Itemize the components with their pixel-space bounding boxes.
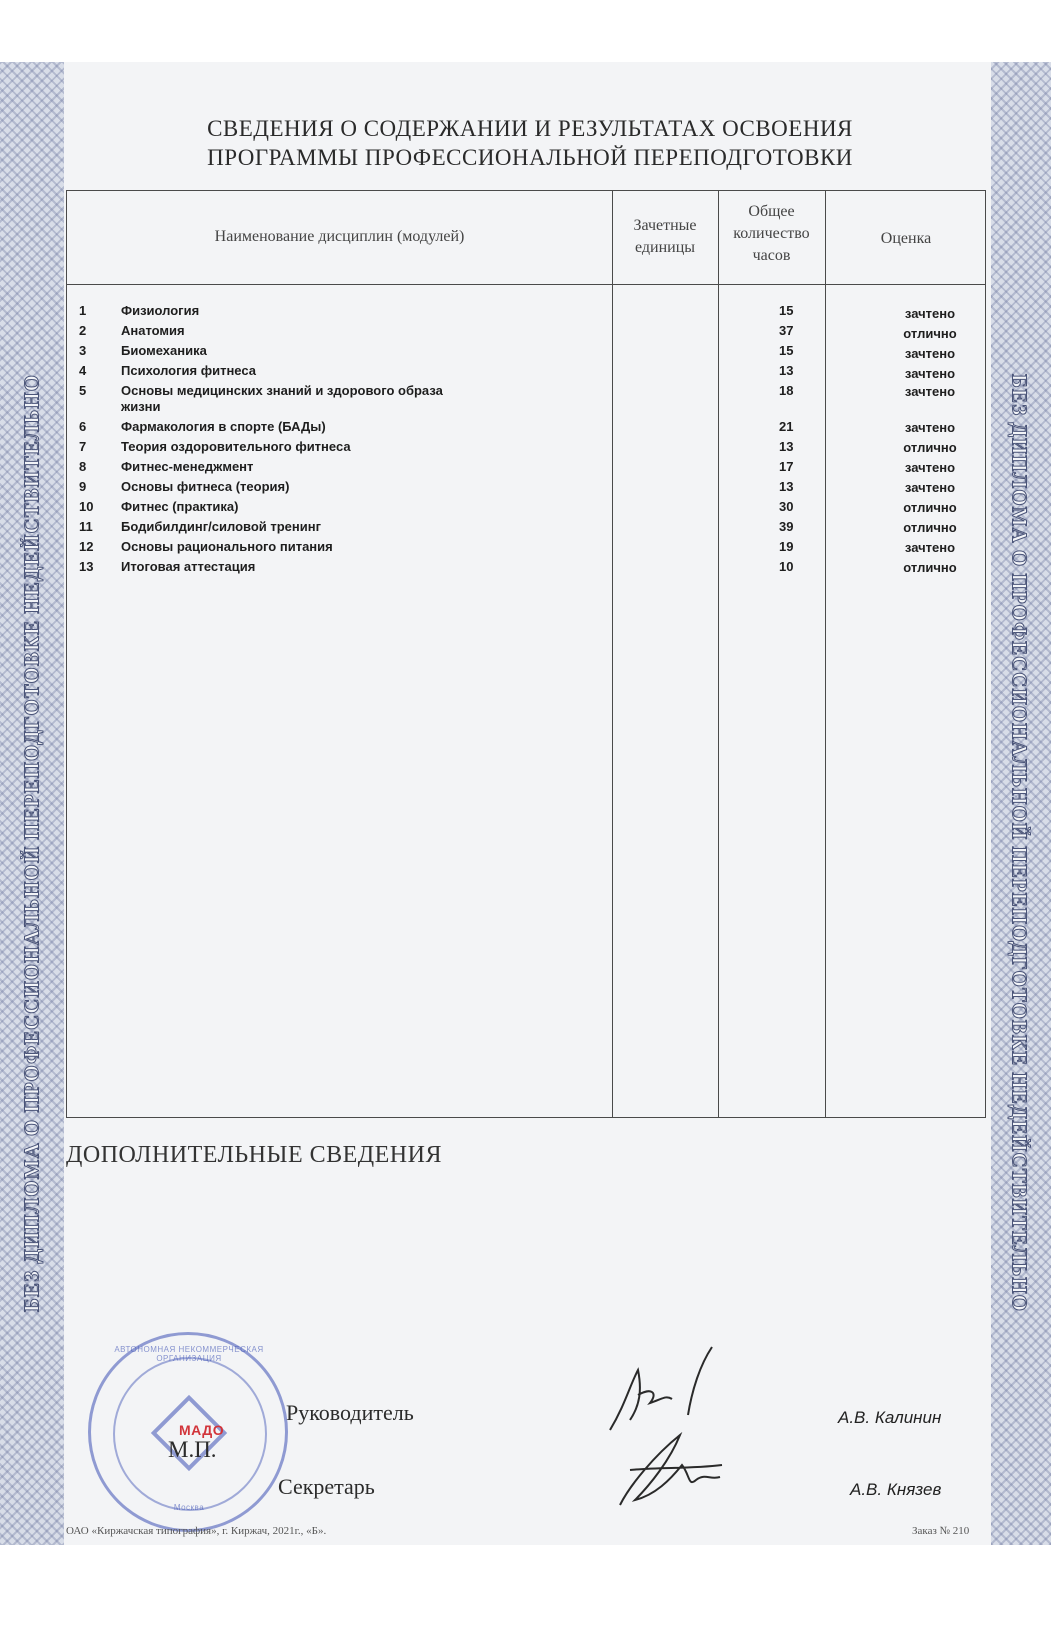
- grade-value: зачтено: [904, 346, 956, 361]
- discipline-name: Анатомия: [121, 323, 185, 338]
- hours-value: 10: [779, 559, 794, 574]
- grade-value: зачтено: [904, 460, 956, 475]
- seal-brand: МАДО: [179, 1422, 225, 1438]
- grade-value: зачтено: [904, 306, 956, 321]
- discipline-name: Основы рационального питания: [121, 539, 333, 554]
- row-number: 9: [79, 479, 87, 494]
- row-number: 3: [79, 343, 87, 358]
- secretary-signature: [610, 1425, 740, 1515]
- row-number: 12: [79, 539, 94, 554]
- row-number: 10: [79, 499, 94, 514]
- hours-value: 37: [779, 323, 794, 338]
- row-number: 8: [79, 459, 87, 474]
- discipline-name: Фитнес-менеджмент: [121, 459, 254, 474]
- discipline-name: Фитнес (практика): [121, 499, 239, 514]
- header-divider: [67, 284, 985, 285]
- header-grade: Оценка: [880, 230, 932, 247]
- grade-value: зачтено: [904, 384, 956, 399]
- hours-value: 18: [779, 383, 794, 398]
- printer-info: ОАО «Киржачская типография», г. Киржач, 2021г., «Б».: [66, 1525, 327, 1537]
- row-number: 2: [79, 323, 87, 338]
- discipline-name: Физиология: [121, 303, 200, 318]
- document-title-line2: ПРОГРАММЫ ПРОФЕССИОНАЛЬНОЙ ПЕРЕПОДГОТОВКИ: [207, 145, 853, 170]
- discipline-name: Основы медицинских знаний и здорового образа жизни: [121, 383, 443, 414]
- grade-value: отлично: [903, 560, 957, 575]
- secretary-role-label: Секретарь: [278, 1474, 375, 1499]
- seal-text-bottom: Москва: [173, 1503, 205, 1512]
- grade-value: зачтено: [904, 366, 956, 381]
- hours-value: 13: [779, 363, 794, 378]
- grade-value: зачтено: [904, 420, 956, 435]
- row-number: 5: [79, 383, 87, 398]
- document-title-line1: СВЕДЕНИЯ О СОДЕРЖАНИИ И РЕЗУЛЬТАТАХ ОСВОЕНИЯ: [207, 116, 853, 141]
- border-text-left: БЕЗ ДИПЛОМА О ПРОФЕССИОНАЛЬНОЙ ПЕРЕПОДГОТОВКЕ НЕДЕЙСТВИТЕЛЬНО: [19, 374, 44, 1312]
- grade-value: зачтено: [904, 540, 956, 555]
- order-number: Заказ № 210: [912, 1525, 970, 1537]
- discipline-name: Итоговая аттестация: [121, 559, 256, 574]
- column-divider: [612, 191, 613, 1117]
- hours-value: 30: [779, 499, 794, 514]
- discipline-name: Фармакология в спорте (БАДы): [121, 419, 326, 434]
- grade-value: отлично: [903, 326, 957, 341]
- hours-value: 19: [779, 539, 794, 554]
- secretary-name: А.В. Князев: [850, 1480, 942, 1499]
- hours-value: 13: [779, 479, 794, 494]
- row-number: 4: [79, 363, 87, 378]
- head-role-label: Руководитель: [286, 1400, 414, 1425]
- discipline-name: Бодибилдинг/силовой тренинг: [121, 519, 322, 534]
- official-seal: [88, 1332, 288, 1532]
- row-number: 11: [79, 519, 93, 534]
- discipline-name: Психология фитнеса: [121, 363, 256, 378]
- column-divider: [718, 191, 719, 1117]
- grade-value: зачтено: [904, 480, 956, 495]
- row-number: 13: [79, 559, 94, 574]
- seal-place-label: М.П.: [168, 1437, 217, 1462]
- header-credits: Зачетные единицы: [633, 217, 697, 256]
- additional-info-heading: ДОПОЛНИТЕЛЬНЫЕ СВЕДЕНИЯ: [66, 1142, 442, 1168]
- header-discipline-name: Наименование дисциплин (модулей): [214, 228, 465, 245]
- hours-value: 17: [779, 459, 794, 474]
- head-name: А.В. Калинин: [838, 1408, 942, 1427]
- hours-value: 15: [779, 343, 794, 358]
- hours-value: 13: [779, 439, 794, 454]
- discipline-name: Основы фитнеса (теория): [121, 479, 290, 494]
- hours-value: 15: [779, 303, 794, 318]
- grade-value: отлично: [903, 440, 957, 455]
- hours-value: 39: [779, 519, 794, 534]
- hours-value: 21: [779, 419, 794, 434]
- row-number: 6: [79, 419, 87, 434]
- grade-value: отлично: [903, 500, 957, 515]
- discipline-name: Теория оздоровительного фитнеса: [121, 439, 351, 454]
- row-number: 7: [79, 439, 87, 454]
- discipline-name: Биомеханика: [121, 343, 207, 358]
- row-number: 1: [79, 303, 87, 318]
- header-total-hours: Общее количество часов: [733, 203, 810, 264]
- border-text-right: БЕЗ ДИПЛОМА О ПРОФЕССИОНАЛЬНОЙ ПЕРЕПОДГОТОВКЕ НЕДЕЙСТВИТЕЛЬНО: [1007, 374, 1032, 1312]
- seal-text-top: АВТОНОМНАЯ НЕКОММЕРЧЕСКАЯ ОРГАНИЗАЦИЯ: [114, 1345, 264, 1363]
- grade-value: отлично: [903, 520, 957, 535]
